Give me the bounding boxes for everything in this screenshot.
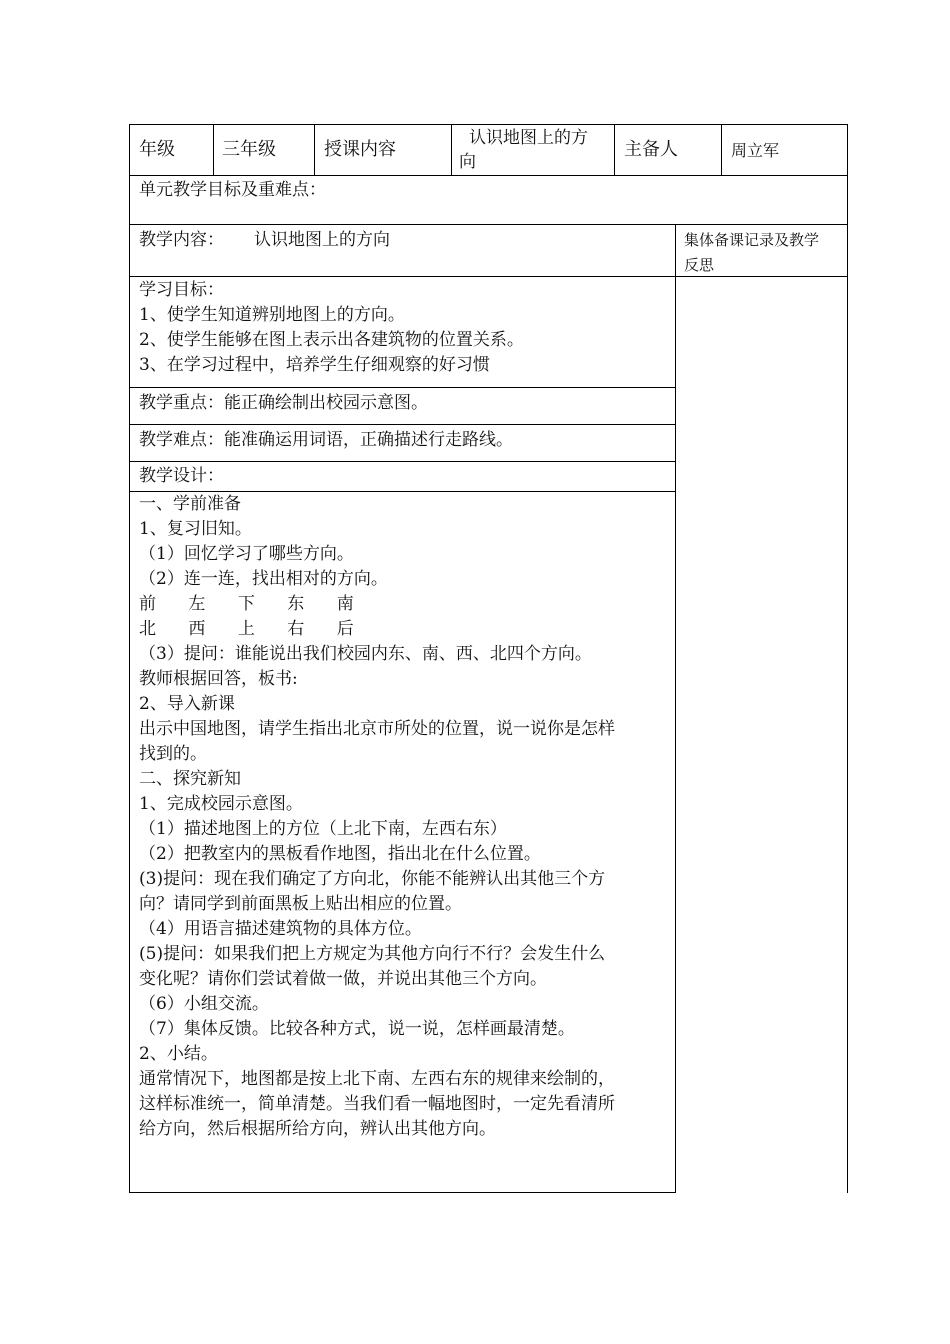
side-column-title [684, 228, 819, 278]
table-border-right [847, 124, 848, 1193]
design-line: 2、导入新课 [139, 694, 235, 714]
column-divider [314, 124, 315, 176]
side-title-line-1: 集体备课记录及教学 [684, 231, 820, 249]
design-line: （1）描述地图上的方位（上北下南，左西右东） [139, 819, 507, 839]
grade-value: 三年级 [222, 139, 276, 160]
design-line: 变化呢？请你们尝试着做一做，并说出其他三个方向。 [139, 969, 547, 989]
design-line: (5)提问：如果我们把上方规定为其他方向行不行？会发生什么 [139, 944, 606, 964]
design-line: 二、探究新知 [139, 769, 241, 789]
objective-item: 1、使学生知道辨别地图上的方向。 [139, 305, 405, 325]
column-divider [675, 224, 676, 1193]
design-line: （2）把教室内的黑板看作地图，指出北在什么位置。 [139, 844, 541, 864]
design-line: (3)提问：现在我们确定了方向北，你能不能辨认出其他三个方 [139, 869, 606, 889]
preparer-value: 周立军 [731, 141, 780, 160]
column-divider [614, 124, 615, 176]
objectives-section [139, 278, 524, 378]
row-divider [129, 175, 848, 176]
table-border-left [129, 124, 130, 1193]
design-line: 这样标准统一，简单清楚。当我们看一幅地图时，一定先看清所 [139, 1094, 615, 1114]
row-divider [129, 424, 675, 425]
objective-item: 3、在学习过程中，培养学生仔细观察的好习惯 [139, 355, 490, 375]
direction-row: 北 西 上 右 后 [139, 619, 354, 639]
design-line: （7）集体反馈。比较各种方式，说一说，怎样画最清楚。 [139, 1019, 575, 1039]
objectives-title: 学习目标： [139, 280, 224, 300]
content-value-line-1: 认识地图上的方 [469, 128, 588, 148]
row-divider [129, 461, 675, 462]
design-line: （2）连一连，找出相对的方向。 [139, 569, 388, 589]
unit-goals-label: 单元教学目标及重难点： [139, 180, 326, 200]
design-line: 1、完成校园示意图。 [139, 794, 303, 814]
design-line: 教师根据回答，板书: [139, 669, 298, 689]
row-divider [129, 387, 675, 388]
design-label: 教学设计： [139, 466, 224, 486]
preparer-label: 主备人 [624, 139, 678, 160]
content-value-line-2: 向 [459, 152, 476, 172]
design-body [139, 492, 615, 1142]
design-line: （4）用语言描述建筑物的具体方位。 [139, 919, 422, 939]
content-value [459, 126, 588, 174]
design-line: 给方向，然后根据所给方向，辨认出其他方向。 [139, 1119, 496, 1139]
design-line: （1）回忆学习了哪些方向。 [139, 544, 354, 564]
design-line: 出示中国地图，请学生指出北京市所处的位置，说一说你是怎样 [139, 719, 615, 739]
key-point: 教学重点：能正确绘制出校园示意图。 [139, 393, 428, 413]
design-line: （3）提问：谁能说出我们校园内东、南、西、北四个方向。 [139, 644, 592, 664]
design-line: 通常情况下，地图都是按上北下南、左西右东的规律来绘制的， [139, 1069, 615, 1089]
difficult-point: 教学难点：能准确运用词语，正确描述行走路线。 [139, 430, 513, 450]
direction-row: 前 左 下 东 南 [139, 594, 354, 614]
column-divider [721, 124, 722, 176]
side-title-line-2: 反思 [684, 256, 715, 274]
design-line: 1、复习旧知。 [139, 519, 252, 539]
teaching-content-value: 认识地图上的方向 [254, 230, 390, 250]
grade-label: 年级 [139, 139, 175, 160]
teaching-content-label: 教学内容： [139, 230, 224, 250]
objective-item: 2、使学生能够在图上表示出各建筑物的位置关系。 [139, 330, 524, 350]
design-line: （6）小组交流。 [139, 994, 269, 1014]
column-divider [213, 124, 214, 176]
column-divider [451, 124, 452, 176]
table-border-bottom [129, 1192, 675, 1193]
design-line: 一、学前准备 [139, 494, 241, 514]
design-line: 2、小结。 [139, 1044, 218, 1064]
design-line: 找到的。 [139, 744, 207, 764]
content-label: 授课内容 [324, 139, 396, 160]
design-line: 向？请同学到前面黑板上贴出相应的位置。 [139, 894, 462, 914]
row-divider [129, 224, 848, 225]
table-border-top [129, 124, 848, 125]
